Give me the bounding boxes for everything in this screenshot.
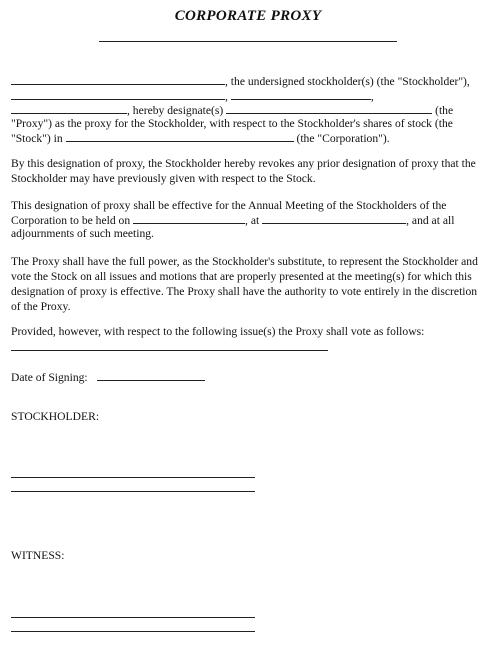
- revocation-paragraph: By this designation of proxy, the Stockholder hereby revokes any prior designation of proxy that the Stockholder may have previously given with respect to the Stock.: [11, 157, 476, 185]
- meeting-date-field[interactable]: [133, 212, 245, 224]
- witness-label: WITNESS:: [11, 549, 65, 562]
- effective-line-1: This designation of proxy shall be effective for the Annual Meeting of the Stockholders of the: [11, 199, 447, 212]
- designation-line-2: , ,: [11, 88, 489, 104]
- designation-line-4: "Proxy") as the proxy for the Stockholder, with respect to the Stockholder's shares of stock (the: [11, 117, 453, 130]
- date-of-signing-field[interactable]: [97, 369, 205, 381]
- stockholder-address-field[interactable]: [11, 88, 225, 100]
- witness-signature-line-1[interactable]: [11, 617, 255, 618]
- authority-paragraph: The Proxy shall have the full power, as the Stockholder's substitute, to represent the Stockholder and vote the Stock on all issues and motions that are properly presented at the meeting(s) for which this designation of proxy is effective. The Proxy shall have the authority to vote entirely in the discretion of the Proxy.: [11, 255, 478, 313]
- designation-line-5: "Stock") in (the "Corporation").: [11, 132, 390, 145]
- effective-line-3: adjournments of such meeting.: [11, 227, 154, 240]
- stockholder-label: STOCKHOLDER:: [11, 410, 100, 423]
- title-underline: [99, 41, 397, 42]
- document-title: CORPORATE PROXY: [174, 8, 322, 24]
- meeting-location-field[interactable]: [262, 212, 406, 224]
- corporation-name-field[interactable]: [66, 130, 294, 142]
- date-of-signing-row: Date of Signing:: [11, 369, 205, 384]
- stockholder-name-field[interactable]: [11, 73, 225, 85]
- stockholder-address-field-2[interactable]: [231, 88, 371, 100]
- effective-line-2: Corporation to be held on , at , and at all: [11, 214, 455, 227]
- designation-line-3: , hereby designate(s) (the: [11, 102, 489, 118]
- stockholder-city-field[interactable]: [11, 102, 127, 114]
- witness-signature-line-2[interactable]: [11, 631, 255, 632]
- designation-line-1: , the undersigned stockholder(s) (the "Stockholder"),: [11, 73, 489, 89]
- voting-instructions-label: Provided, however, with respect to the following issue(s) the Proxy shall vote as follows:: [11, 325, 425, 338]
- voting-instructions-field[interactable]: [11, 350, 328, 351]
- stockholder-signature-line-1[interactable]: [11, 477, 255, 478]
- stockholder-signature-line-2[interactable]: [11, 491, 255, 492]
- proxy-name-field[interactable]: [226, 102, 432, 114]
